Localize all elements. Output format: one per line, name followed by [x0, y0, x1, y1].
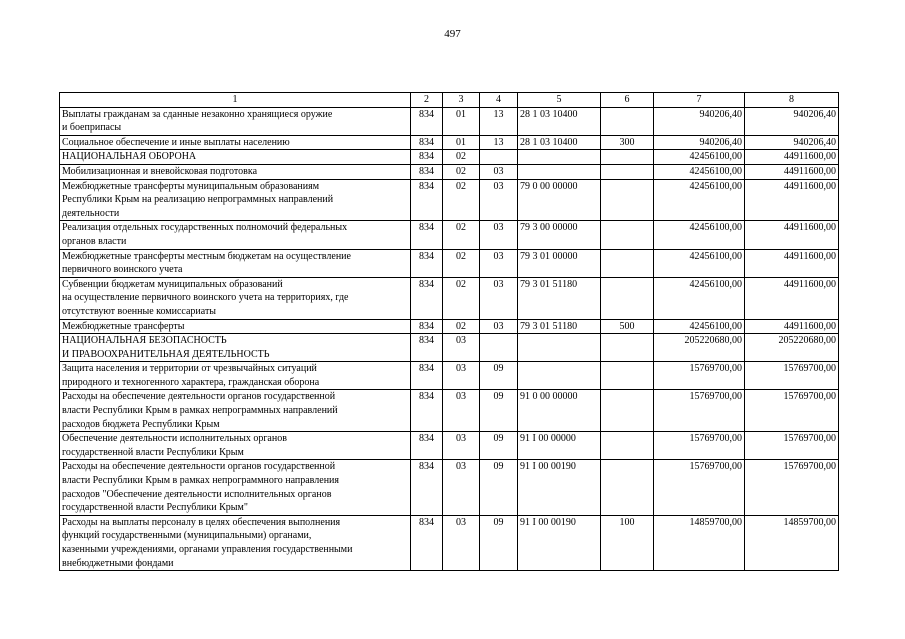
cell-name-line: И ПРАВООХРАНИТЕЛЬНАЯ ДЕЯТЕЛЬНОСТЬ: [62, 348, 270, 360]
cell-name: [60, 334, 411, 362]
cell-name-line: расходов "Обеспечение деятельности исполнительных органов: [62, 488, 332, 500]
cell-csr: 79 3 01 00000: [518, 249, 601, 277]
cell-name-line: Реализация отдельных государственных полномочий федеральных: [62, 222, 348, 234]
cell-csr: 91 I 00 00190: [518, 515, 601, 570]
cell-name-line: функций государственными (муниципальными) органами,: [62, 530, 312, 542]
cell-name-line: власти Республики Крым в рамках непрограммного направления: [62, 475, 340, 487]
cell-name-line: Расходы на обеспечение деятельности органов государственной: [62, 461, 336, 473]
table-row: [60, 277, 839, 319]
cell-name-line: природного и техногенного характера, гражданская оборона: [62, 376, 320, 388]
cell-grbs: 834: [411, 390, 443, 432]
table-row: [60, 460, 839, 515]
cell-pr: [480, 150, 518, 165]
cell-amount-2: 44911600,00: [745, 319, 839, 334]
cell-vr: [601, 150, 654, 165]
cell-name: [60, 179, 411, 221]
cell-rz: 03: [443, 334, 480, 362]
cell-grbs: 834: [411, 249, 443, 277]
cell-rz: 02: [443, 319, 480, 334]
cell-name-line: деятельности: [62, 207, 120, 219]
cell-csr: [518, 362, 601, 390]
cell-pr: 09: [480, 432, 518, 460]
cell-amount-2: 44911600,00: [745, 179, 839, 221]
cell-name-line: Расходы на выплаты персоналу в целях обеспечения выполнения: [62, 516, 341, 528]
cell-vr: 500: [601, 319, 654, 334]
cell-name-line: Мобилизационная и вневойсковая подготовка: [62, 165, 258, 177]
cell-grbs: 834: [411, 334, 443, 362]
cell-amount-1: 42456100,00: [654, 179, 745, 221]
cell-name-line: органов власти: [62, 235, 127, 247]
cell-amount-2: 205220680,00: [745, 334, 839, 362]
cell-csr: 79 0 00 00000: [518, 179, 601, 221]
table-row: [60, 515, 839, 570]
cell-amount-2: 15769700,00: [745, 362, 839, 390]
cell-amount-1: 42456100,00: [654, 221, 745, 249]
cell-name-line: отсутствуют военные комиссариаты: [62, 305, 217, 317]
cell-pr: 03: [480, 277, 518, 319]
cell-pr: 03: [480, 319, 518, 334]
cell-grbs: 834: [411, 277, 443, 319]
cell-amount-1: 15769700,00: [654, 460, 745, 515]
cell-pr: 09: [480, 460, 518, 515]
cell-amount-2: 940206,40: [745, 135, 839, 150]
cell-name: [60, 221, 411, 249]
table-row: [60, 179, 839, 221]
cell-grbs: 834: [411, 362, 443, 390]
cell-vr: [601, 107, 654, 135]
cell-csr: [518, 334, 601, 362]
cell-amount-2: 44911600,00: [745, 249, 839, 277]
cell-name: [60, 362, 411, 390]
cell-name-line: казенными учреждениями, органами управления государственными: [62, 544, 353, 555]
cell-amount-1: 42456100,00: [654, 277, 745, 319]
cell-name: [60, 135, 411, 150]
table-row: [60, 390, 839, 432]
cell-pr: 03: [480, 221, 518, 249]
cell-rz: 02: [443, 179, 480, 221]
cell-vr: [601, 249, 654, 277]
cell-rz: 02: [443, 221, 480, 249]
cell-name: [60, 164, 411, 179]
cell-name-line: Обеспечение деятельности исполнительных органов: [62, 433, 287, 445]
table-row: [60, 362, 839, 390]
cell-rz: 01: [443, 107, 480, 135]
cell-name: [60, 515, 411, 570]
cell-pr: 09: [480, 390, 518, 432]
cell-name-line: расходов бюджета Республики Крым: [62, 418, 220, 430]
cell-vr: [601, 334, 654, 362]
cell-amount-2: 15769700,00: [745, 390, 839, 432]
cell-grbs: 834: [411, 515, 443, 570]
cell-amount-1: 14859700,00: [654, 515, 745, 570]
cell-csr: 79 3 00 00000: [518, 221, 601, 249]
cell-name-line: Межбюджетные трансферты муниципальным образованиям: [62, 180, 320, 192]
table-row: [60, 107, 839, 135]
table-row: [60, 150, 839, 165]
cell-rz: 02: [443, 277, 480, 319]
cell-vr: [601, 277, 654, 319]
cell-name-line: Межбюджетные трансферты местным бюджетам на осуществление: [62, 250, 351, 262]
cell-amount-1: 940206,40: [654, 135, 745, 150]
cell-amount-2: 44911600,00: [745, 164, 839, 179]
cell-grbs: 834: [411, 164, 443, 179]
cell-amount-2: 15769700,00: [745, 460, 839, 515]
cell-name-line: Субвенции бюджетам муниципальных образований: [62, 278, 283, 290]
cell-vr: 100: [601, 515, 654, 570]
cell-csr: 91 I 00 00190: [518, 460, 601, 515]
cell-csr: 28 1 03 10400: [518, 135, 601, 150]
cell-pr: 09: [480, 362, 518, 390]
cell-name: [60, 390, 411, 432]
table-row: [60, 249, 839, 277]
cell-rz: 03: [443, 362, 480, 390]
cell-vr: [601, 432, 654, 460]
cell-name-line: на осуществление первичного воинского учета на территориях, где: [62, 292, 349, 304]
cell-name: [60, 460, 411, 515]
cell-csr: 79 3 01 51180: [518, 319, 601, 334]
cell-amount-1: 42456100,00: [654, 319, 745, 334]
cell-amount-1: 42456100,00: [654, 164, 745, 179]
cell-name-line: Защита населения и территории от чрезвычайных ситуаций: [62, 363, 317, 375]
cell-amount-1: 15769700,00: [654, 362, 745, 390]
header-row: [60, 93, 839, 108]
cell-name-line: Республики Крым на реализацию непрограммных направлений: [62, 194, 334, 206]
cell-name: [60, 150, 411, 165]
cell-amount-1: 42456100,00: [654, 249, 745, 277]
cell-amount-1: 15769700,00: [654, 390, 745, 432]
cell-rz: 03: [443, 460, 480, 515]
cell-grbs: 834: [411, 319, 443, 334]
cell-amount-1: 940206,40: [654, 107, 745, 135]
cell-vr: [601, 390, 654, 432]
cell-pr: 09: [480, 515, 518, 570]
cell-amount-2: 44911600,00: [745, 150, 839, 165]
cell-name-line: внебюджетными фондами: [62, 557, 174, 569]
cell-name-line: Межбюджетные трансферты: [62, 320, 185, 332]
cell-pr: 03: [480, 164, 518, 179]
cell-name-line: Расходы на обеспечение деятельности органов государственной: [62, 391, 336, 403]
cell-amount-2: 15769700,00: [745, 432, 839, 460]
cell-vr: [601, 164, 654, 179]
cell-grbs: 834: [411, 150, 443, 165]
cell-pr: 03: [480, 249, 518, 277]
cell-csr: 28 1 03 10400: [518, 107, 601, 135]
cell-amount-1: 15769700,00: [654, 432, 745, 460]
cell-grbs: 834: [411, 221, 443, 249]
cell-vr: 300: [601, 135, 654, 150]
cell-grbs: 834: [411, 135, 443, 150]
cell-csr: [518, 150, 601, 165]
cell-name-line: НАЦИОНАЛЬНАЯ БЕЗОПАСНОСТЬ: [62, 335, 227, 347]
cell-csr: 91 I 00 00000: [518, 432, 601, 460]
cell-vr: [601, 179, 654, 221]
cell-amount-2: 44911600,00: [745, 221, 839, 249]
cell-grbs: 834: [411, 460, 443, 515]
cell-name: [60, 107, 411, 135]
table-row: [60, 135, 839, 150]
cell-pr: [480, 334, 518, 362]
cell-name-line: государственной власти Республики Крым: [62, 446, 244, 458]
page-number: 497: [444, 28, 461, 40]
cell-name-line: власти Республики Крым в рамках непрограммных направлений: [62, 405, 338, 417]
header-cell-sum1: 7: [654, 93, 745, 108]
cell-name: [60, 432, 411, 460]
header-cell-rz: 3: [443, 93, 480, 108]
header-cell-sum2: 8: [745, 93, 839, 108]
header-cell-vr: 6: [601, 93, 654, 108]
cell-vr: [601, 460, 654, 515]
cell-pr: 13: [480, 107, 518, 135]
cell-rz: 02: [443, 164, 480, 179]
cell-name: [60, 249, 411, 277]
cell-vr: [601, 221, 654, 249]
table-row: [60, 164, 839, 179]
cell-pr: 03: [480, 179, 518, 221]
header-cell-csr: 5: [518, 93, 601, 108]
cell-csr: 79 3 01 51180: [518, 277, 601, 319]
cell-name-line: Социальное обеспечение и иные выплаты населению: [62, 136, 290, 148]
cell-vr: [601, 362, 654, 390]
cell-name-line: Выплаты гражданам за сданные незаконно хранящиеся оружие: [62, 108, 333, 120]
cell-rz: 02: [443, 150, 480, 165]
budget-table: [59, 92, 839, 571]
cell-pr: 13: [480, 135, 518, 150]
cell-name: [60, 277, 411, 319]
header-cell-pr: 4: [480, 93, 518, 108]
cell-rz: 03: [443, 432, 480, 460]
cell-csr: [518, 164, 601, 179]
cell-name-line: государственной власти Республики Крым": [62, 502, 248, 514]
cell-rz: 03: [443, 390, 480, 432]
cell-amount-2: 44911600,00: [745, 277, 839, 319]
cell-rz: 02: [443, 249, 480, 277]
cell-rz: 03: [443, 515, 480, 570]
cell-name-line: первичного воинского учета: [62, 264, 183, 276]
cell-name: [60, 319, 411, 334]
cell-name-line: НАЦИОНАЛЬНАЯ ОБОРОНА: [62, 151, 197, 163]
table-row: [60, 432, 839, 460]
cell-grbs: 834: [411, 107, 443, 135]
cell-amount-2: 14859700,00: [745, 515, 839, 570]
cell-name-line: и боеприпасы: [62, 122, 122, 134]
header-cell-name: 1: [60, 93, 411, 108]
header-cell-grbs: 2: [411, 93, 443, 108]
table-row: [60, 334, 839, 362]
cell-amount-2: 940206,40: [745, 107, 839, 135]
cell-amount-1: 42456100,00: [654, 150, 745, 165]
table-row: [60, 221, 839, 249]
cell-grbs: 834: [411, 179, 443, 221]
cell-rz: 01: [443, 135, 480, 150]
cell-amount-1: 205220680,00: [654, 334, 745, 362]
cell-grbs: 834: [411, 432, 443, 460]
table-row: [60, 319, 839, 334]
cell-csr: 91 0 00 00000: [518, 390, 601, 432]
